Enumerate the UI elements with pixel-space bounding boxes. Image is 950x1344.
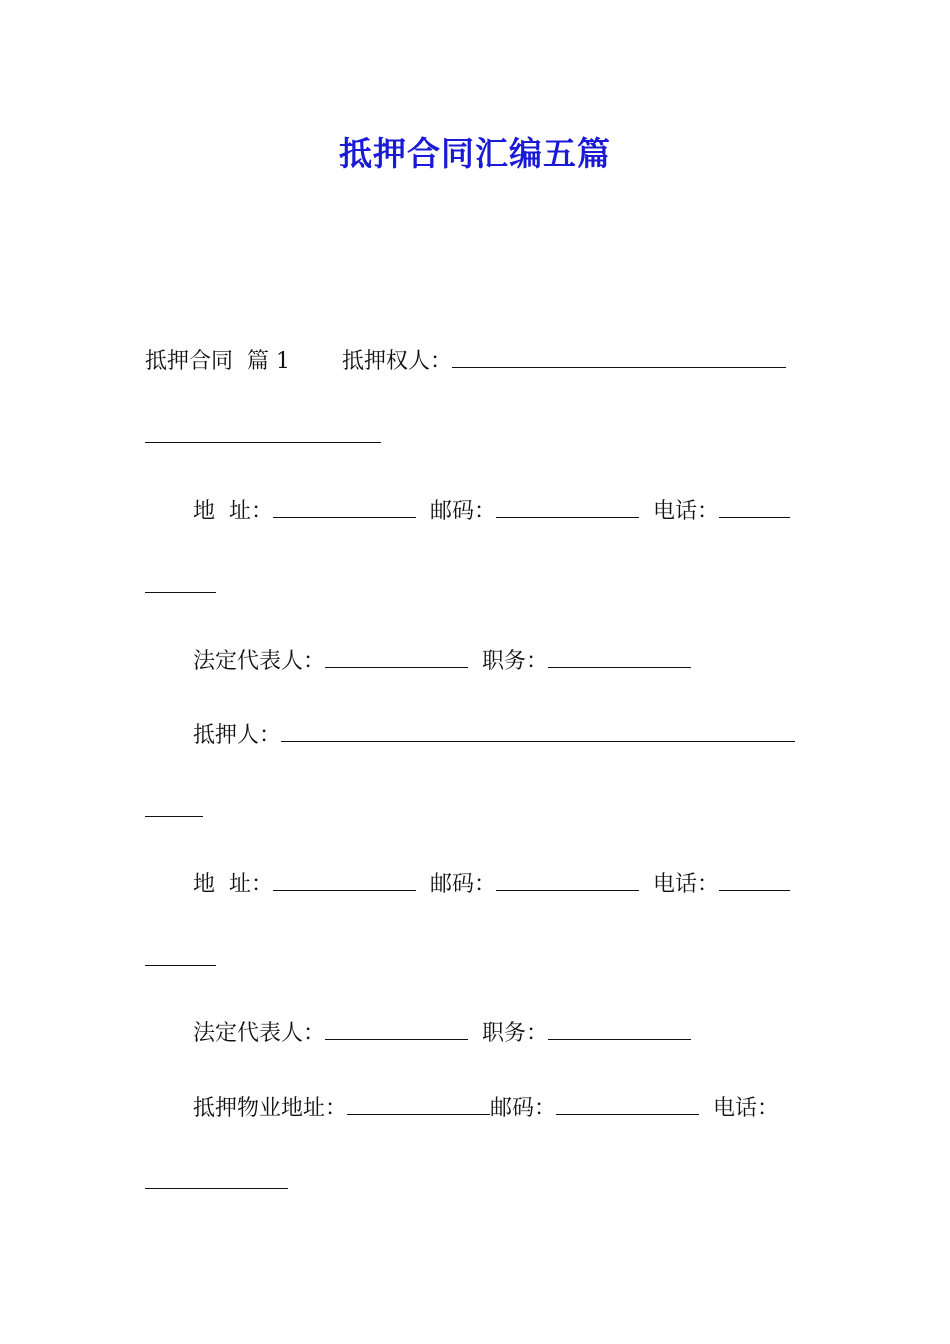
mortgagor-rep-line: [145, 1017, 807, 1047]
mortgagee-rep-blank[interactable]: [325, 645, 468, 668]
mortgagee-address-line: [145, 495, 807, 525]
mortgagor-rep-blank[interactable]: [325, 1017, 468, 1040]
document-title: 抵押合同汇编五篇: [339, 134, 611, 173]
mortgagor-phone-blank[interactable]: [719, 868, 790, 891]
mortgagee-line: [145, 345, 807, 375]
mortgagor-line: [145, 719, 807, 749]
mortgagee-blank-cont[interactable]: [145, 420, 381, 443]
mortgagee-rep-line: [145, 645, 807, 675]
mortgagee-postcode-blank[interactable]: [496, 495, 639, 518]
mortgagor-address-line: [145, 868, 807, 898]
mortgagor-blank-cont[interactable]: [145, 794, 203, 817]
postcode-label: 邮码：: [430, 872, 497, 897]
mortgagor-postcode-blank[interactable]: [496, 868, 639, 891]
phone-label: 电话：: [713, 1096, 780, 1121]
position-label: 职务：: [482, 1021, 549, 1046]
property-address-label: 抵押物业地址：: [193, 1096, 348, 1121]
mortgagor-phone-continuation: [145, 943, 807, 973]
property-address-line: [145, 1092, 807, 1122]
address-label-b: 址：: [229, 499, 274, 524]
postcode-label: 邮码：: [430, 499, 497, 524]
rep-label: 法定代表人：: [193, 649, 326, 674]
mortgagor-position-blank[interactable]: [548, 1017, 691, 1040]
mortgagee-address-blank[interactable]: [273, 495, 416, 518]
mortgagee-phone-blank[interactable]: [719, 495, 790, 518]
mortgagor-label: 抵押人：: [193, 723, 282, 748]
mortgagee-phone-continuation: [145, 570, 807, 600]
property-address-blank[interactable]: [347, 1092, 490, 1115]
mortgagor-phone-blank-cont[interactable]: [145, 943, 216, 966]
section-piece: 篇 1: [247, 349, 291, 374]
mortgagor-blank[interactable]: [281, 719, 795, 742]
phone-label: 电话：: [653, 872, 720, 897]
mortgagee-phone-blank-cont[interactable]: [145, 570, 216, 593]
property-phone-continuation: [145, 1166, 807, 1196]
property-phone-blank[interactable]: [145, 1166, 288, 1189]
mortgagee-position-blank[interactable]: [548, 645, 691, 668]
postcode-label: 邮码：: [490, 1096, 557, 1121]
position-label: 职务：: [482, 649, 549, 674]
section-heading: 抵押合同: [145, 349, 234, 374]
phone-label: 电话：: [653, 499, 720, 524]
address-label-b: 址：: [229, 872, 274, 897]
mortgagee-label: 抵押权人：: [342, 349, 453, 374]
property-postcode-blank[interactable]: [556, 1092, 699, 1115]
address-label-a: 地: [193, 499, 216, 524]
rep-label: 法定代表人：: [193, 1021, 326, 1046]
mortgagor-continuation: [145, 794, 807, 824]
mortgagee-blank[interactable]: [452, 345, 786, 368]
mortgagor-address-blank[interactable]: [273, 868, 416, 891]
mortgagee-continuation: [145, 420, 807, 450]
address-label-a: 地: [193, 872, 216, 897]
